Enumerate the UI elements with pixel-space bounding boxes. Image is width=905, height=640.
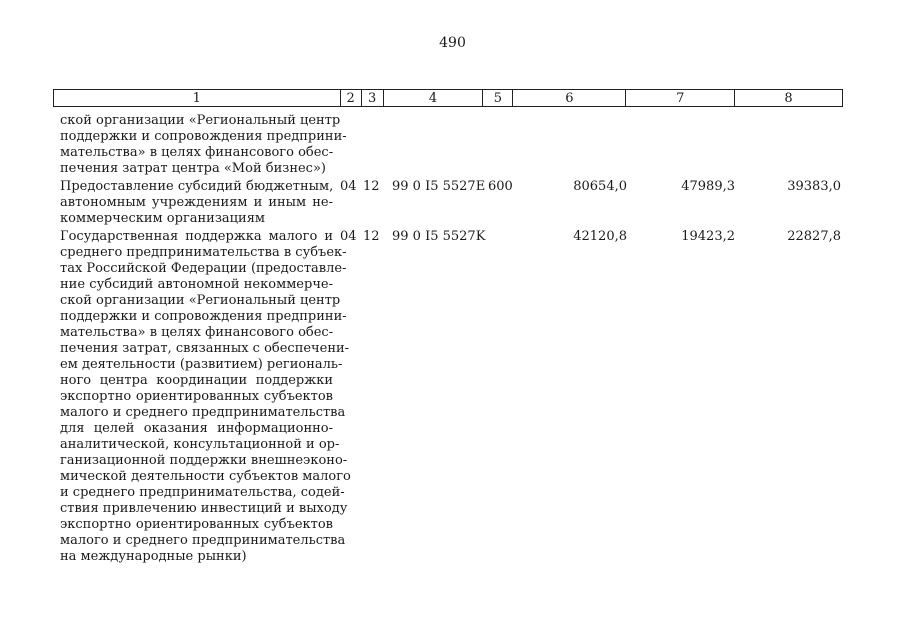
row-2-line: печения затрат, связанных с обеспечени- <box>60 341 350 356</box>
row-2-line: малого и среднего предпринимательства <box>60 405 346 420</box>
row-2-line: поддержки и сопровождения предприни- <box>60 309 347 324</box>
row-2-line: ской организации «Региональный центр <box>60 293 341 308</box>
row-2-target-article: 99 0 I5 5527K <box>392 229 486 244</box>
row-1-total: 80654,0 <box>573 179 627 194</box>
header-col-1: 1 <box>54 90 341 106</box>
page-number: 490 <box>439 35 466 51</box>
row-0-line: мательства» в целях финансового обес- <box>60 145 334 160</box>
row-2-section: 04 <box>340 229 357 244</box>
row-2-line: среднего предпринимательства в субъек- <box>60 245 347 260</box>
row-2-regional: 22827,8 <box>787 229 841 244</box>
row-0-line: ской организации «Региональный центр <box>60 113 341 128</box>
header-col-4: 4 <box>384 90 484 106</box>
header-col-5: 5 <box>483 90 513 106</box>
row-2-line: мической деятельности субъектов малого <box>60 469 351 484</box>
row-2-line: малого и среднего предпринимательства <box>60 533 346 548</box>
row-2-line: для целей оказания информационно- <box>60 421 333 436</box>
row-2-line: тах Российской Федерации (предоставле- <box>60 261 347 276</box>
row-2-line: ем деятельности (развитием) региональ- <box>60 357 343 372</box>
row-1-expense-type: 600 <box>488 179 513 194</box>
row-2-line: Государственная поддержка малого и <box>60 229 333 244</box>
row-2-line: ганизационной поддержки внешнеэконо- <box>60 453 348 468</box>
header-col-7: 7 <box>626 90 735 106</box>
row-1-subsection: 12 <box>363 179 380 194</box>
header-col-8: 8 <box>735 90 843 106</box>
row-1-target-article: 99 0 I5 5527E <box>392 179 486 194</box>
row-1-section: 04 <box>340 179 357 194</box>
row-1-description <box>60 179 333 227</box>
header-col-6: 6 <box>513 90 626 106</box>
row-2-line: на международные рынки) <box>60 549 247 564</box>
header-col-3: 3 <box>362 90 384 106</box>
row-2-line: ствия привлечению инвестиций и выходу <box>60 501 348 516</box>
row-1-line: автономным учреждениям и иным не- <box>60 195 333 210</box>
table-header <box>53 89 843 107</box>
row-0-line: печения затрат центра «Мой бизнес») <box>60 161 326 176</box>
row-2-line: и среднего предпринимательства, содей- <box>60 485 345 500</box>
row-2-line: ного центра координации поддержки <box>60 373 333 388</box>
row-2-line: мательства» в целях финансового обес- <box>60 325 334 340</box>
row-0-line: поддержки и сопровождения предприни- <box>60 129 347 144</box>
row-1-federal: 47989,3 <box>681 179 735 194</box>
row-2-line: экспортно ориентированных субъектов <box>60 389 333 404</box>
row-0-description <box>60 113 347 177</box>
header-col-2: 2 <box>341 90 362 106</box>
row-2-line: аналитической, консультационной и ор- <box>60 437 340 452</box>
row-2-subsection: 12 <box>363 229 380 244</box>
row-2-line: ние субсидий автономной некоммерче- <box>60 277 333 292</box>
row-2-total: 42120,8 <box>573 229 627 244</box>
row-2-federal: 19423,2 <box>681 229 735 244</box>
row-2-line: экспортно ориентированных субъектов <box>60 517 333 532</box>
row-1-line: Предоставление субсидий бюджетным, <box>60 179 334 194</box>
row-1-regional: 39383,0 <box>787 179 841 194</box>
row-1-line: коммерческим организациям <box>60 211 266 226</box>
